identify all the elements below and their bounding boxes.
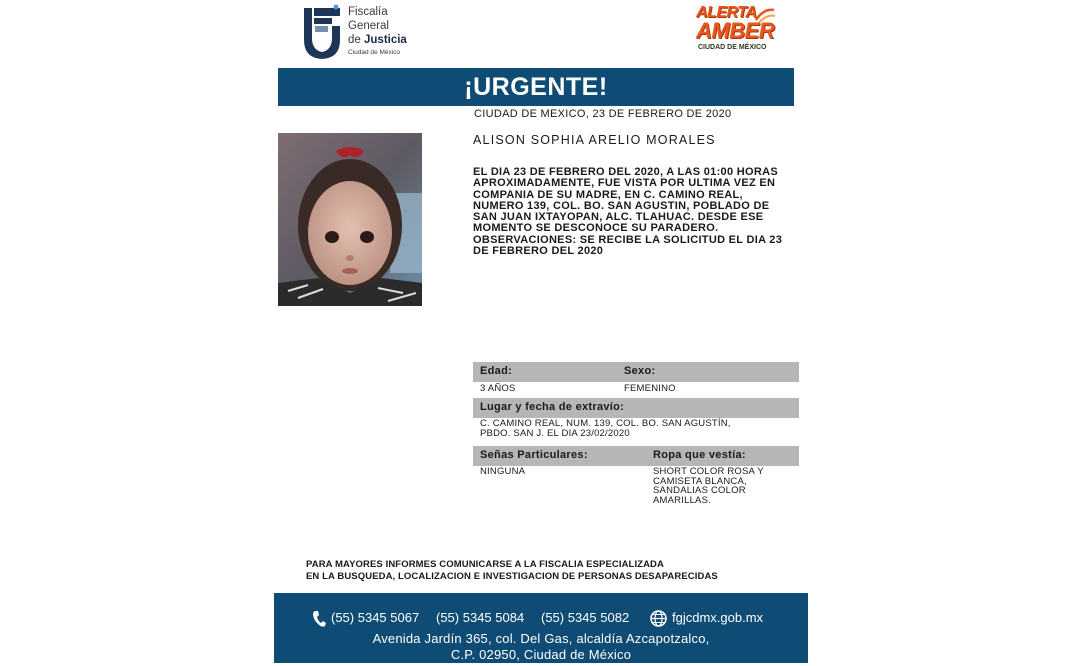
amber-logo-line2: AMBER	[696, 18, 775, 43]
website-link[interactable]: fgjcdmx.gob.mx	[672, 610, 764, 625]
description	[473, 167, 799, 257]
marks-label: Señas Particulares:	[480, 449, 588, 461]
place-date: CIUDAD DE MEXICO, 23 DE FEBRERO DE 2020	[474, 108, 732, 120]
alerta-amber-logo	[694, 4, 780, 56]
missing-person-photo	[278, 133, 422, 306]
age-sex-header	[473, 362, 799, 382]
contact-row	[274, 610, 808, 628]
phone-number-1[interactable]: (55) 5345 5067	[331, 610, 420, 625]
contact-note	[306, 559, 718, 582]
place-date-lost-line: PBDO. SAN J. EL DIA 23/02/2020	[480, 427, 630, 439]
fgj-logo-line1: Fiscalía	[348, 6, 388, 18]
place-date-lost-label: Lugar y fecha de extravío:	[480, 401, 625, 413]
phone-number-2[interactable]: (55) 5345 5084	[436, 610, 525, 625]
clothing-label: Ropa que vestía:	[653, 449, 746, 461]
age-label: Edad:	[480, 365, 513, 377]
phone-icon	[312, 610, 326, 628]
sex-label: Sexo:	[624, 365, 656, 377]
urgent-banner	[278, 68, 794, 106]
clothing-value	[653, 467, 764, 505]
sex-value: FEMENINO	[624, 383, 676, 394]
place-date-lost-header	[473, 398, 799, 418]
place-date-lost-value	[480, 419, 731, 438]
description-line: APROXIMADAMENTE, FUE VISTA POR ULTIMA VEZ EN	[473, 177, 776, 190]
marks-value: NINGUNA	[480, 466, 526, 477]
marks-clothing-header	[473, 446, 799, 466]
address-line2: C.P. 02950, Ciudad de México	[450, 647, 632, 662]
clothing-line: SHORT COLOR ROSA Y	[653, 466, 764, 477]
clothing-line: CAMISETA BLANCA,	[653, 475, 747, 487]
amber-logo-line1: ALERTA	[696, 4, 757, 21]
description-line: EL DIA 23 DE FEBRERO DEL 2020, A LAS 01:00 HORAS	[473, 166, 778, 178]
contact-note-line2: EN LA BUSQUEDA, LOCALIZACION E INVESTIGACION DE PERSONAS DESAPARECIDAS	[306, 570, 718, 582]
description-line: MOMENTO SE DESCONOCE SU PARADERO.	[473, 222, 719, 235]
contact-note-line1: PARA MAYORES INFORMES COMUNICARSE A LA FISCALIA ESPECIALIZADA	[306, 559, 664, 570]
description-line: DE FEBRERO DEL 2020	[473, 245, 604, 258]
fgj-logo-line3: de Justicia	[348, 34, 407, 46]
description-line: COMPANIA DE SU MADRE, EN C. CAMINO REAL,	[473, 188, 743, 201]
banner-title: ¡URGENTE!	[464, 72, 608, 101]
address-line1: Avenida Jardín 365, col. Del Gas, alcaldía Azcapotzalco,	[372, 631, 710, 646]
fgj-logo-line4: Ciudad de México	[348, 49, 401, 56]
person-name: ALISON SOPHIA ARELIO MORALES	[473, 133, 716, 147]
clothing-line: AMARILLAS.	[653, 494, 711, 506]
description-line: NUMERO 139, COL. BO. SAN AGUSTIN, POBLADO DE	[473, 199, 770, 212]
fgj-logo-line2: General	[348, 20, 389, 32]
description-line: SAN JUAN IXTAYOPAN, ALC. TLAHUAC. DESDE ESE	[473, 211, 764, 224]
place-date-lost-line: C. CAMINO REAL, NUM. 139, COL. BO. SAN AGUSTÍN,	[480, 418, 731, 429]
age-value: 3 AÑOS	[480, 383, 516, 394]
amber-logo-line3: CIUDAD DE MÉXICO	[698, 44, 767, 51]
fgj-emblem-icon	[300, 4, 344, 60]
globe-icon	[650, 610, 667, 627]
contact-footer	[274, 593, 808, 663]
phone-number-3[interactable]: (55) 5345 5082	[541, 610, 630, 625]
clothing-line: SANDALIAS COLOR	[653, 485, 746, 497]
description-line: OBSERVACIONES: SE RECIBE LA SOLICITUD EL DIA 23	[473, 233, 783, 246]
fgj-logo	[300, 4, 410, 60]
